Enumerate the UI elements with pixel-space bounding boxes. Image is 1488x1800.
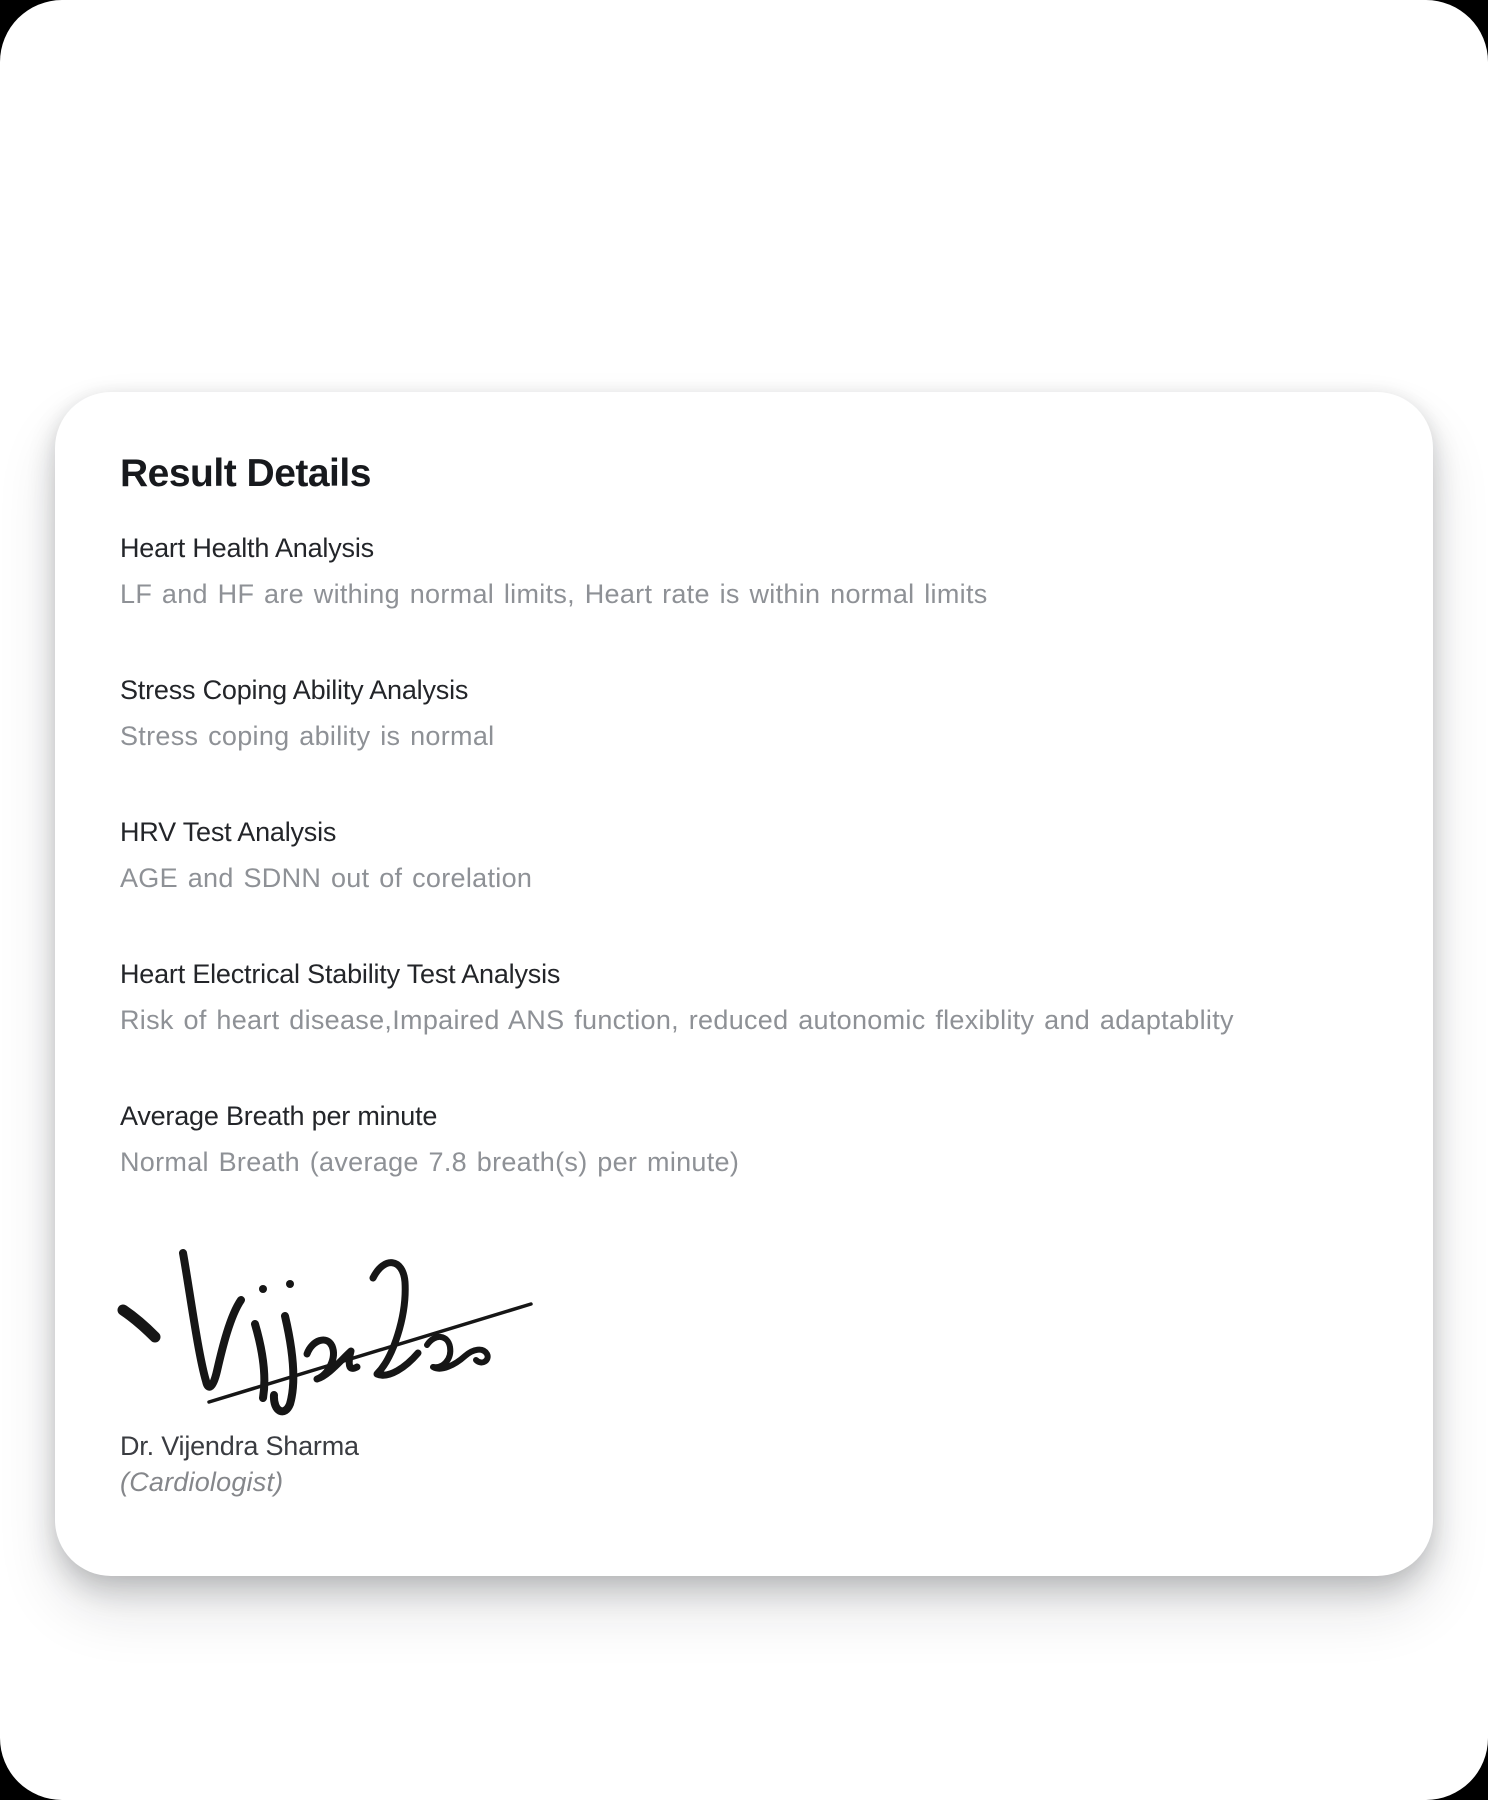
section-body: AGE and SDNN out of corelation (120, 863, 533, 893)
signature-image (114, 1248, 538, 1416)
section-title: HRV Test Analysis (120, 817, 337, 847)
doctor-name: Dr. Vijendra Sharma (120, 1431, 359, 1461)
section-title: Stress Coping Ability Analysis (120, 675, 469, 705)
section-hrv-test (120, 812, 1393, 898)
section-body: Stress coping ability is normal (120, 721, 495, 751)
section-stress-coping (120, 670, 1393, 756)
section-heart-electrical-stability (120, 954, 1393, 1040)
doctor-role: (Cardiologist) (120, 1467, 284, 1497)
section-title: Average Breath per minute (120, 1101, 438, 1131)
signature-block (120, 1248, 1393, 1500)
section-title: Heart Health Analysis (120, 533, 374, 563)
section-body: LF and HF are withing normal limits, Heart rate is within normal limits (120, 579, 988, 609)
section-heart-health (120, 528, 1393, 614)
section-average-breath (120, 1096, 1393, 1182)
section-body: Risk of heart disease,Impaired ANS function, reduced autonomic flexiblity and adaptablity (120, 1005, 1234, 1035)
page-title: Result Details (120, 452, 371, 495)
section-body: Normal Breath (average 7.8 breath(s) per minute) (120, 1147, 740, 1177)
section-title: Heart Electrical Stability Test Analysis (120, 959, 561, 989)
result-details-card (55, 392, 1433, 1576)
